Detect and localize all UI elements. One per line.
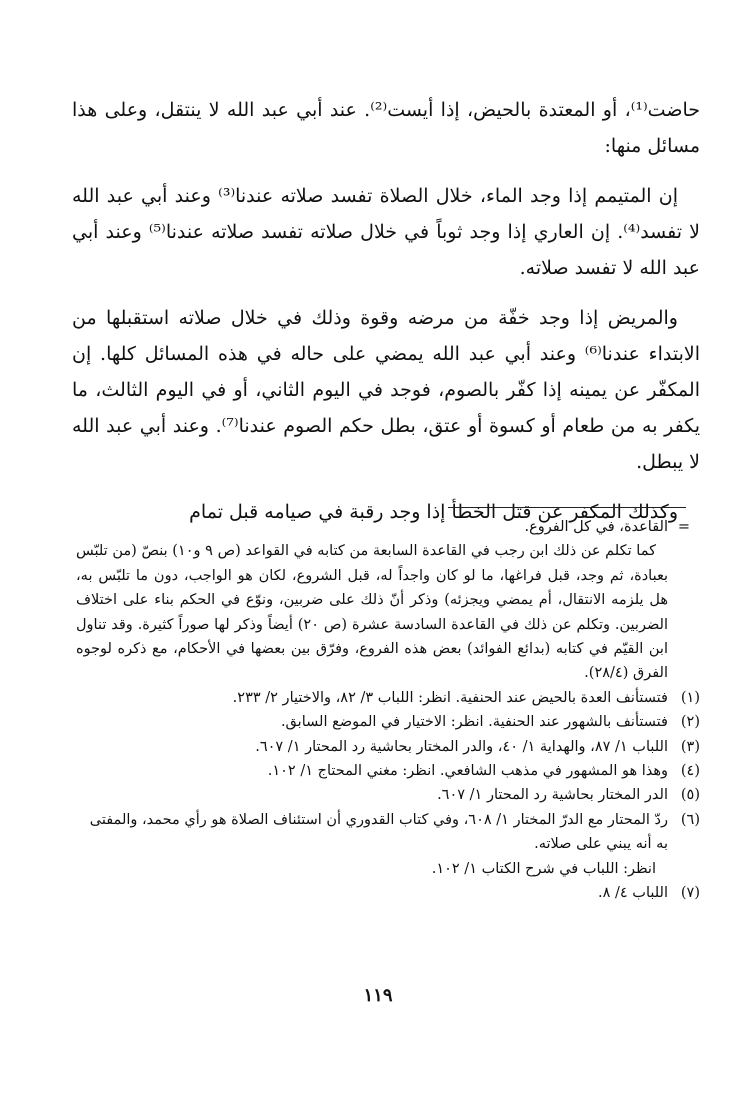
footnote-text: وهذا هو المشهور في مذهب الشافعي. انظر: مغني المحتاج ١/ ١٠٢. bbox=[267, 763, 668, 780]
footnote-number: (١) bbox=[680, 689, 700, 706]
continuation-mark: = bbox=[677, 519, 691, 535]
footnote-subline: انظر: اللباب في شرح الكتاب ١/ ١٠٢. bbox=[431, 860, 656, 877]
continuation-first-line: القاعدة، في كل الفروع. bbox=[524, 519, 668, 535]
footnote-item bbox=[76, 783, 700, 807]
footnote-separator bbox=[448, 507, 686, 508]
paragraph: إن المتيمم إذا وجد الماء، خلال الصلاة تفسد صلاته عندنا⁽³⁾ وعند أبي عبد الله لا تفسد⁽⁴⁾. إن العاري إذا وجد ثوباً في خلال صلاته تفسد صلاته عندنا⁽⁵⁾ وعند أبي عبد الله لا تفسد صلاته. bbox=[72, 185, 700, 279]
footnote-text: اللباب ٤/ ٨. bbox=[597, 885, 668, 902]
continuation-text: كما تكلم عن ذلك ابن رجب في القاعدة السابعة من كتابه في القواعد (ص ٩ و١٠) بنصّ (من تلبّس بعبادة، ثم وجد، قبل فراغها، ما لو كان واجداً له، قبل الشروع، لكان هو الواجب، دون ما تلبّس به، هل يلزمه الانتقال، أم يمضي ويجزئه) وذكر أنّ ذلك على ضربين، ونوّع في الحكم بناء على اختلاف الضربين. وتكلم عن ذلك في القاعدة السادسة عشرة (ص ٢٠) أيضاً وذكر لها صوراً كثيرة. وقد تناول ابن القيّم في كتابه (بدائع الفوائد) بعض هذه الفروع، وفرّق بين بعضها في الأحكام، مع ذكره لوجوه الفرق (٢٨/٤). bbox=[76, 543, 668, 682]
footnotes bbox=[76, 515, 700, 906]
footnote-number: (٦) bbox=[680, 811, 700, 828]
footnote-number: (٤) bbox=[680, 763, 700, 780]
footnote-item bbox=[76, 759, 700, 783]
footnote-text: الدر المختار بحاشية رد المحتار ١/ ٦٠٧. bbox=[437, 787, 668, 804]
footnote-text: فتستأنف العدة بالحيض عند الحنفية. انظر: اللباب ٣/ ٨٢، والاختيار ٢/ ٢٣٣. bbox=[232, 689, 668, 706]
footnote-number: (٢) bbox=[680, 714, 700, 731]
footnote-item bbox=[76, 710, 700, 734]
footnote-number: (٣) bbox=[680, 738, 700, 755]
footnote-continuation bbox=[76, 515, 700, 539]
paragraph: وكذلك المكفر عن قتل الخطأ إذا وجد رقبة في صيامه قبل تمام bbox=[189, 501, 678, 523]
footnote-text: اللباب ١/ ٨٧، والهداية ١/ ٤٠، والدر المختار بحاشية رد المحتار ١/ ٦٠٧. bbox=[255, 738, 668, 755]
paragraph: والمريض إذا وجد خفّة من مرضه وقوة وذلك في خلال صلاته استقبلها من الابتداء عندنا⁽⁶⁾ وعند أبي عبد الله يمضي على حاله في هذه المسائل كلها. إن المكفّر عن يمينه إذا كفّر بالصوم، فوجد في اليوم الثاني، أو في اليوم الثالث، ما يكفر به من طعام أو كسوة أو عتق، بطل حكم الصوم عندنا⁽⁷⁾. وعند أبي عبد الله لا يبطل. bbox=[72, 307, 701, 473]
footnote-number: (٥) bbox=[680, 787, 700, 804]
main-text bbox=[72, 92, 700, 544]
footnote-item bbox=[76, 881, 700, 905]
footnote-text: ردّ المحتار مع الدرّ المختار ١/ ٦٠٨، وفي كتاب القدوري أن استئناف الصلاة هو رأي محمد، والمفتى به أنه يبني على صلاته. bbox=[89, 811, 668, 853]
paragraph: حاضت⁽¹⁾، أو المعتدة بالحيض، إذا أيست⁽²⁾. عند أبي عبد الله لا ينتقل، وعلى هذا مسائل منها: bbox=[72, 99, 700, 157]
footnote-text: فتستأنف بالشهور عند الحنفية. انظر: الاختيار في الموضع السابق. bbox=[280, 714, 668, 731]
footnote-number: (٧) bbox=[680, 885, 700, 902]
footnote-item bbox=[76, 735, 700, 759]
footnote-item bbox=[76, 808, 700, 857]
page-number: ١١٩ bbox=[363, 985, 393, 1006]
footnote-item bbox=[76, 686, 700, 710]
